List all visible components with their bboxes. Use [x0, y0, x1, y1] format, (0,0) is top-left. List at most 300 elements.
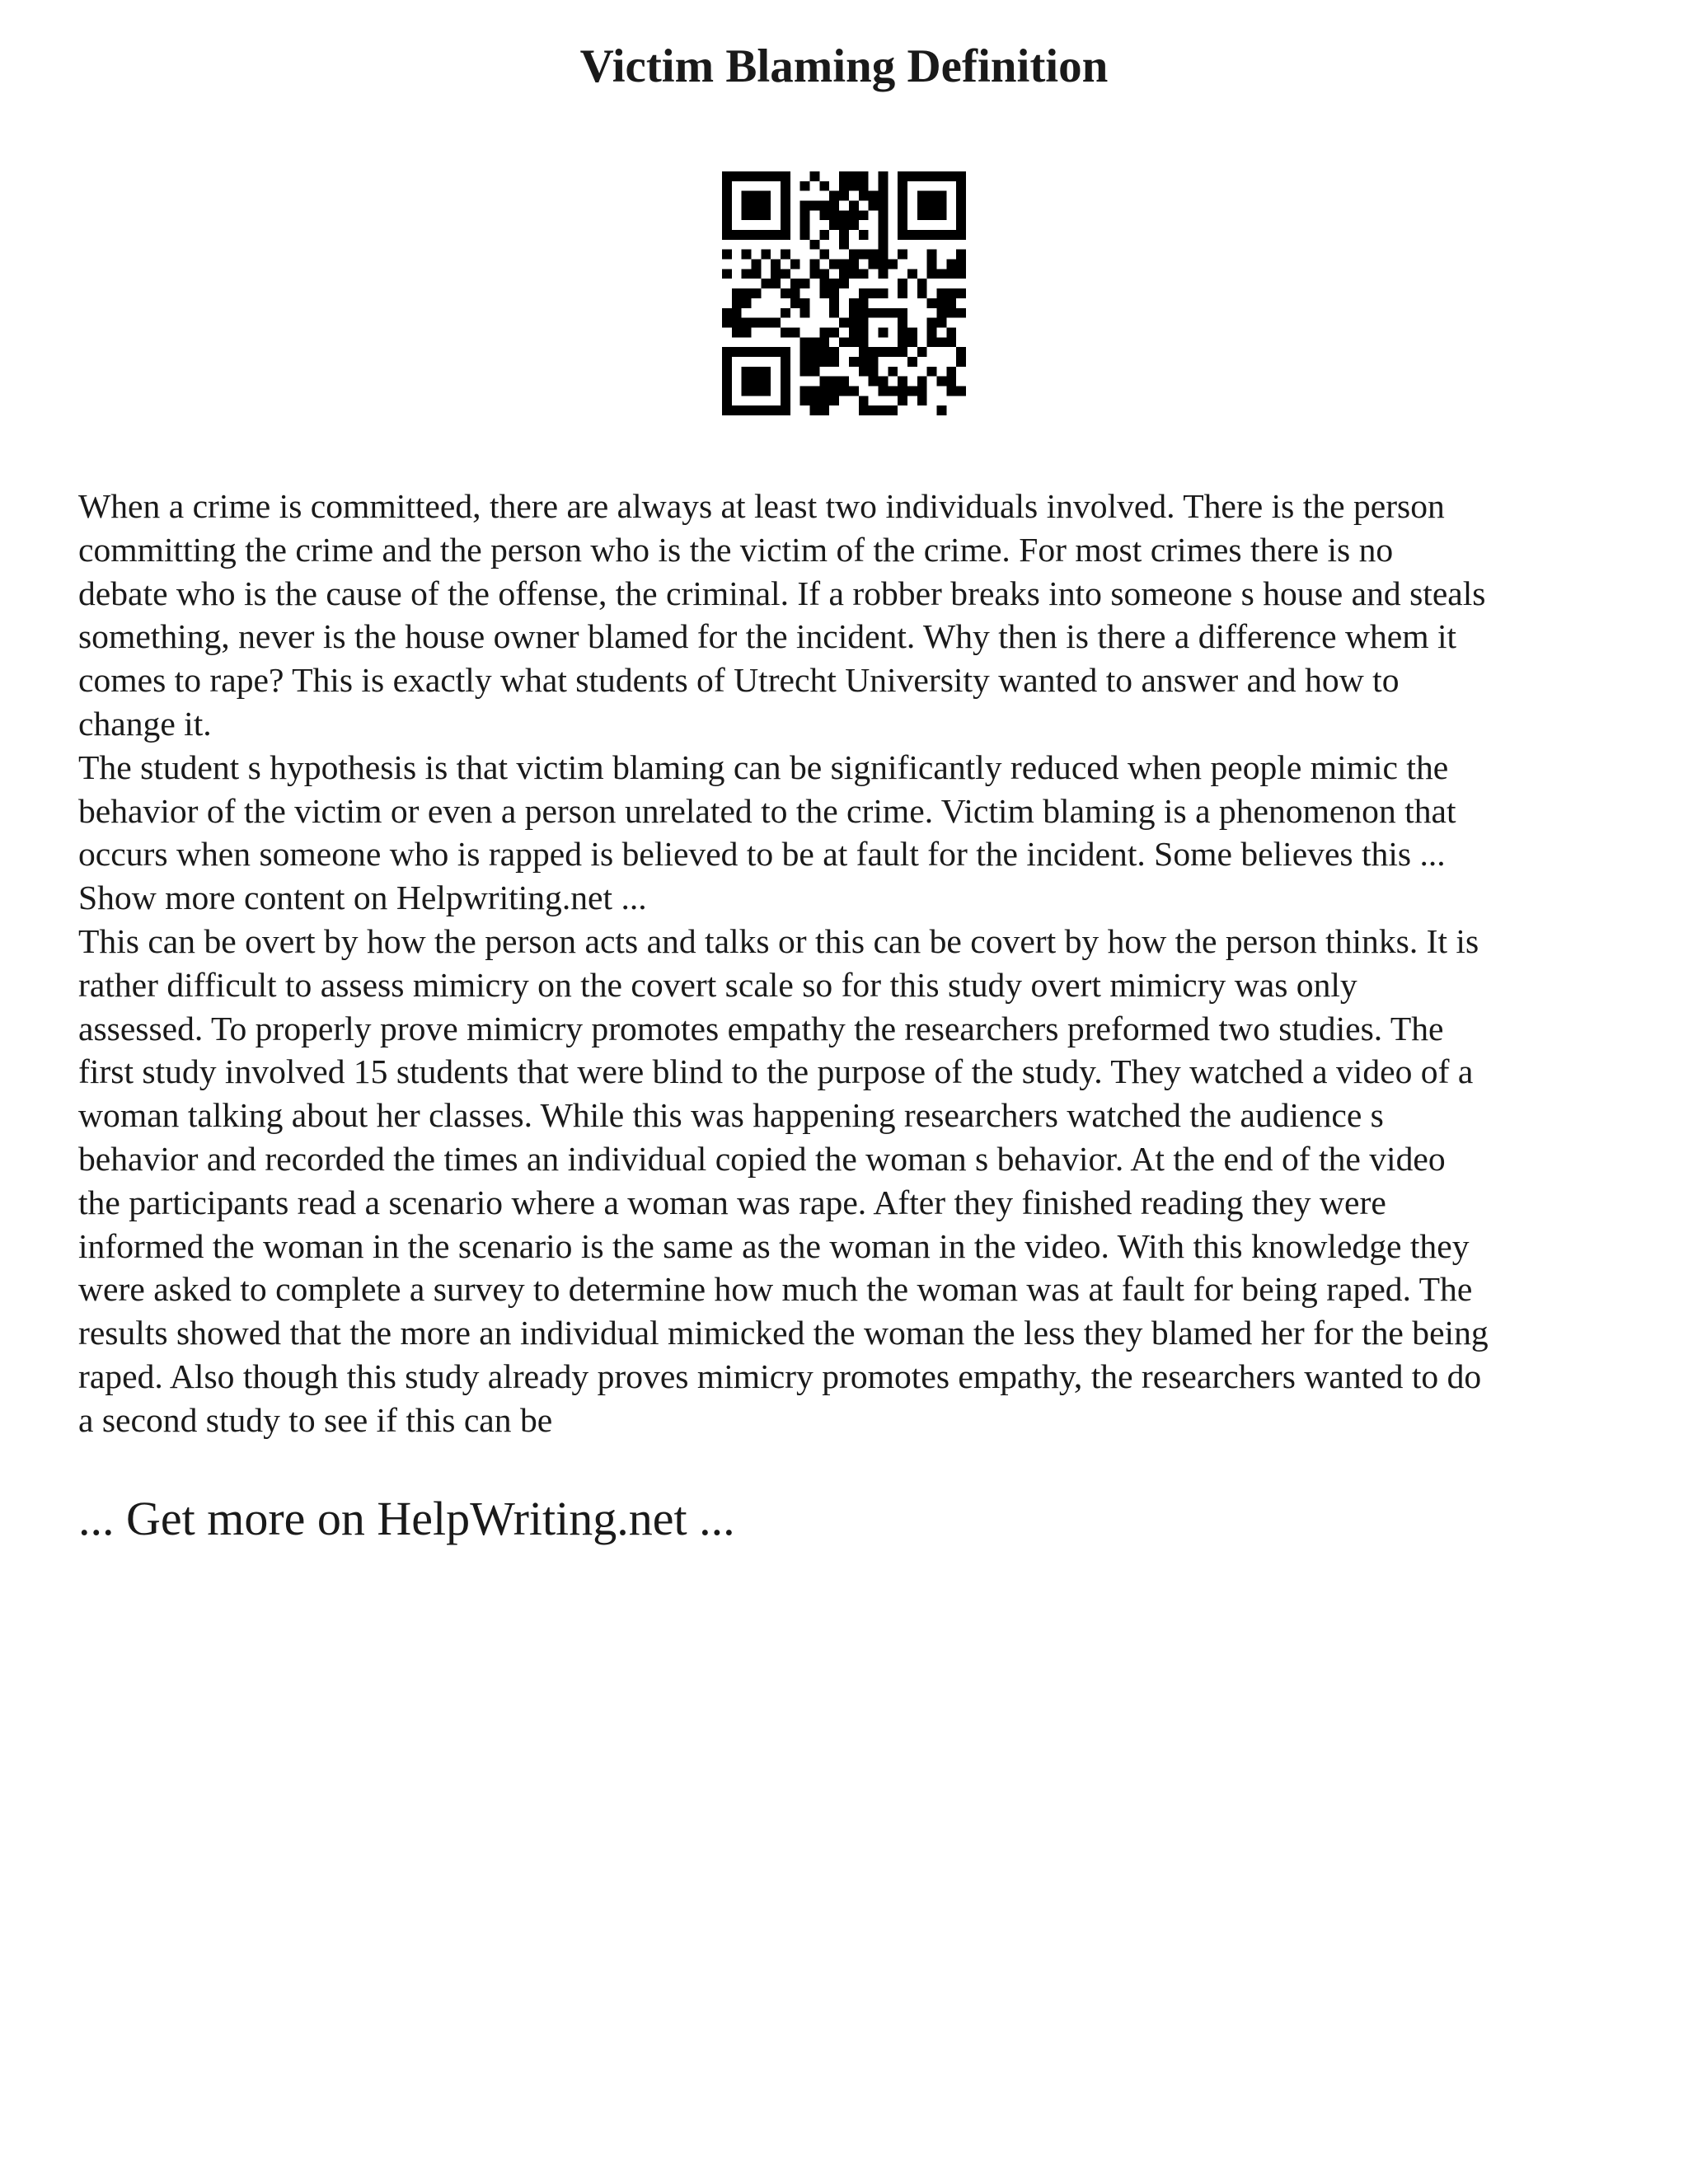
qr-module [859, 337, 869, 347]
qr-module [936, 318, 946, 328]
qr-module [829, 386, 839, 396]
qr-module [829, 191, 839, 201]
qr-module [946, 386, 956, 396]
qr-module [849, 337, 859, 347]
qr-module [819, 288, 829, 298]
qr-module [927, 250, 937, 260]
qr-module [878, 308, 888, 318]
qr-module [956, 171, 966, 181]
qr-module [927, 260, 937, 269]
qr-module [742, 327, 752, 337]
qr-module [800, 337, 810, 347]
qr-module [956, 220, 966, 230]
qr-module [761, 230, 771, 240]
qr-module [722, 357, 732, 367]
qr-module [878, 220, 888, 230]
qr-module [829, 308, 839, 318]
qr-module [849, 357, 859, 367]
qr-module [878, 191, 888, 201]
qr-module [829, 377, 839, 387]
qr-module [781, 377, 790, 387]
qr-module [819, 230, 829, 240]
qr-module [898, 318, 907, 328]
qr-module [761, 201, 771, 211]
qr-module [927, 298, 937, 308]
qr-module [888, 367, 898, 377]
article-body [78, 485, 1628, 1442]
qr-module [869, 191, 879, 201]
qr-module [742, 405, 752, 415]
qr-module [761, 367, 771, 377]
qr-module [819, 279, 829, 288]
qr-module [859, 269, 869, 279]
qr-module [839, 377, 849, 387]
qr-module [849, 171, 859, 181]
qr-module [810, 405, 820, 415]
show-more-link[interactable]: Show more content on Helpwriting.net ... [78, 879, 647, 917]
qr-module [722, 171, 732, 181]
page-title: Victim Blaming Definition [579, 40, 1109, 92]
qr-module [898, 181, 907, 191]
qr-module [800, 230, 810, 240]
qr-module [781, 327, 790, 337]
get-more-link[interactable]: ... Get more on HelpWriting.net ... [78, 1492, 735, 1545]
qr-module [907, 171, 917, 181]
qr-module [722, 210, 732, 220]
qr-module [810, 367, 820, 377]
qr-module [869, 288, 879, 298]
qr-module [849, 181, 859, 191]
qr-module [927, 201, 937, 211]
qr-module [907, 327, 917, 337]
qr-module [936, 201, 946, 211]
qr-module [722, 250, 732, 260]
qr-module [810, 357, 820, 367]
qr-module [839, 171, 849, 181]
qr-module [869, 357, 879, 367]
qr-module [956, 260, 966, 269]
qr-module [829, 260, 839, 269]
qr-module [722, 220, 732, 230]
qr-module [819, 357, 829, 367]
qr-module [810, 269, 820, 279]
qr-module [859, 250, 869, 260]
qr-module [732, 308, 742, 318]
qr-module [829, 201, 839, 211]
qr-module [849, 220, 859, 230]
qr-module [839, 230, 849, 240]
qr-module [859, 396, 869, 405]
qr-module [781, 230, 790, 240]
qr-module [898, 288, 907, 298]
qr-module [742, 377, 752, 387]
qr-module [839, 191, 849, 201]
qr-module [956, 201, 966, 211]
qr-module [752, 260, 762, 269]
qr-module [819, 405, 829, 415]
qr-module [878, 288, 888, 298]
qr-module [752, 201, 762, 211]
qr-module [771, 279, 781, 288]
qr-module [761, 347, 771, 357]
qr-module [752, 230, 762, 240]
qr-module [898, 250, 907, 260]
qr-module [936, 210, 946, 220]
qr-module [917, 279, 927, 288]
qr-module [790, 288, 800, 298]
qr-module [898, 347, 907, 357]
qr-module [898, 210, 907, 220]
qr-module [752, 171, 762, 181]
qr-module [761, 210, 771, 220]
paragraph-intro: When a crime is committeed, there are always at least two individuals involved. There is the person committing the crime and the person who is the victim of the crime. For most crimes there is no debate who is the cause of the offense, the criminal. If a robber breaks into someone s house and steals something, never is the house owner blamed for the incident. Why then is there a difference whem it comes to rape? This is exactly what students of Utrecht University wanted to answer and how to change it. [78, 487, 1486, 743]
qr-module [936, 191, 946, 201]
qr-module [956, 191, 966, 201]
qr-module [878, 230, 888, 240]
qr-module [888, 308, 898, 318]
qr-module [869, 377, 879, 387]
qr-module [839, 240, 849, 250]
qr-module [819, 210, 829, 220]
qr-module [800, 396, 810, 405]
qr-module [956, 308, 966, 318]
qr-module [839, 318, 849, 328]
qr-module [888, 386, 898, 396]
qr-module [819, 396, 829, 405]
qr-module [849, 269, 859, 279]
qr-module [917, 210, 927, 220]
qr-module [936, 337, 946, 347]
qr-module [849, 210, 859, 220]
qr-module [878, 377, 888, 387]
qr-module [819, 347, 829, 357]
qr-module [927, 337, 937, 347]
qr-module [732, 230, 742, 240]
qr-module [956, 347, 966, 357]
qr-module [761, 405, 771, 415]
qr-module [829, 327, 839, 337]
qr-module [742, 210, 752, 220]
qr-module [946, 260, 956, 269]
qr-module [800, 181, 810, 191]
qr-module [761, 386, 771, 396]
qr-module [917, 347, 927, 357]
qr-module [917, 377, 927, 387]
qr-module [761, 318, 771, 328]
qr-module [878, 240, 888, 250]
qr-module [917, 396, 927, 405]
qr-module [819, 250, 829, 260]
qr-module [781, 269, 790, 279]
qr-module [781, 250, 790, 260]
qr-module [927, 191, 937, 201]
qr-module [781, 396, 790, 405]
qr-module [742, 298, 752, 308]
qr-module [761, 171, 771, 181]
qr-module [946, 367, 956, 377]
qr-module [946, 308, 956, 318]
qr-module [917, 191, 927, 201]
qr-module [907, 269, 917, 279]
qr-module [946, 230, 956, 240]
qr-module [722, 191, 732, 201]
qr-module [771, 269, 781, 279]
qr-module [878, 269, 888, 279]
qr-module [917, 386, 927, 396]
qr-module [819, 327, 829, 337]
qr-module [898, 386, 907, 396]
qr-module [946, 171, 956, 181]
qr-module [761, 191, 771, 201]
qr-module [917, 171, 927, 181]
qr-module [869, 260, 879, 269]
qr-module [859, 347, 869, 357]
qr-module [742, 201, 752, 211]
qr-module [898, 377, 907, 387]
qr-module [800, 220, 810, 230]
qr-module [722, 318, 732, 328]
qr-module [742, 250, 752, 260]
qr-module [917, 230, 927, 240]
qr-module [936, 230, 946, 240]
qr-module [936, 298, 946, 308]
qr-module [829, 279, 839, 288]
qr-module [946, 288, 956, 298]
qr-module [898, 308, 907, 318]
qr-module [732, 171, 742, 181]
qr-module [956, 250, 966, 260]
qr-module [771, 318, 781, 328]
qr-module [859, 288, 869, 298]
qr-module [810, 201, 820, 211]
qr-module [732, 405, 742, 415]
qr-module [752, 386, 762, 396]
qr-module [819, 201, 829, 211]
qr-module [898, 327, 907, 337]
qr-module [722, 377, 732, 387]
qr-module [781, 171, 790, 181]
qr-module [839, 279, 849, 288]
qr-module [946, 298, 956, 308]
qr-module [956, 230, 966, 240]
qr-module [742, 191, 752, 201]
qr-module [722, 269, 732, 279]
qr-module [742, 386, 752, 396]
qr-module [732, 298, 742, 308]
qr-module [761, 279, 771, 288]
qr-module [917, 201, 927, 211]
qr-module [819, 386, 829, 396]
qr-module [722, 201, 732, 211]
qr-module [732, 347, 742, 357]
qr-module [752, 405, 762, 415]
qr-module [956, 181, 966, 191]
qr-module [742, 171, 752, 181]
qr-module [859, 210, 869, 220]
qr-module [849, 260, 859, 269]
qr-module [800, 357, 810, 367]
qr-module [781, 220, 790, 230]
qr-module [927, 327, 937, 337]
qr-module [742, 347, 752, 357]
qr-module [839, 337, 849, 347]
qr-module [790, 279, 800, 288]
qr-module [956, 269, 966, 279]
qr-module [781, 386, 790, 396]
qr-module [878, 171, 888, 181]
qr-module [839, 386, 849, 396]
qr-module [898, 396, 907, 405]
qr-module [781, 357, 790, 367]
qr-module [771, 230, 781, 240]
qr-module [878, 405, 888, 415]
qr-module [878, 386, 888, 396]
qr-module [859, 367, 869, 377]
qr-module [800, 279, 810, 288]
qr-module [722, 396, 732, 405]
qr-module [800, 298, 810, 308]
qr-module [819, 269, 829, 279]
qr-module [781, 308, 790, 318]
qr-module [898, 279, 907, 288]
qr-module [859, 327, 869, 337]
qr-module [946, 337, 956, 347]
qr-module [752, 377, 762, 387]
qr-module [927, 318, 937, 328]
qr-module [732, 288, 742, 298]
qr-module [810, 396, 820, 405]
qr-module [946, 269, 956, 279]
qr-module [781, 288, 790, 298]
qr-module [956, 210, 966, 220]
qr-module [839, 181, 849, 191]
qr-module [722, 386, 732, 396]
qr-module [898, 220, 907, 230]
qr-module [927, 367, 937, 377]
qr-module [849, 308, 859, 318]
qr-module [839, 269, 849, 279]
qr-module [849, 386, 859, 396]
qr-module [956, 386, 966, 396]
qr-module [936, 405, 946, 415]
qr-module [907, 357, 917, 367]
qr-module [859, 230, 869, 240]
qr-module [878, 327, 888, 337]
qr-module [829, 210, 839, 220]
qr-module [936, 288, 946, 298]
qr-module [819, 377, 829, 387]
qr-module [781, 191, 790, 201]
qr-module [771, 171, 781, 181]
qr-module [878, 347, 888, 357]
qr-module [917, 288, 927, 298]
qr-module [927, 230, 937, 240]
qr-module [800, 308, 810, 318]
qr-module [800, 347, 810, 357]
qr-module [888, 260, 898, 269]
qr-module [829, 347, 839, 357]
qr-module [849, 298, 859, 308]
qr-module [888, 405, 898, 415]
qr-module [849, 318, 859, 328]
qr-module [752, 191, 762, 201]
qr-module [810, 337, 820, 347]
qr-module [936, 171, 946, 181]
qr-module [761, 377, 771, 387]
paragraph-hypothesis: The student s hypothesis is that victim blaming can be significantly reduced when people mimic the behavior of the victim or even a person unrelated to the crime. Victim blaming is a phenomenon that occurs when someone who is rapped is believed to be at fault for the incident. Some believes this ... [78, 748, 1456, 874]
qr-module [869, 201, 879, 211]
qr-module [722, 181, 732, 191]
qr-module [869, 405, 879, 415]
qr-module [936, 377, 946, 387]
qr-module [771, 347, 781, 357]
qr-module [936, 308, 946, 318]
qr-module [927, 171, 937, 181]
qr-module [790, 260, 800, 269]
qr-module [742, 367, 752, 377]
qr-module [790, 298, 800, 308]
qr-module [859, 357, 869, 367]
qr-module [732, 318, 742, 328]
qr-module [819, 337, 829, 347]
qr-module [722, 405, 732, 415]
qr-module [859, 298, 869, 308]
qr-module [859, 171, 869, 181]
qr-module [839, 210, 849, 220]
qr-module [752, 367, 762, 377]
qr-module [907, 337, 917, 347]
qr-module [781, 210, 790, 220]
qr-module [819, 181, 829, 191]
qr-module [829, 396, 839, 405]
qr-module [732, 327, 742, 337]
qr-module [839, 260, 849, 269]
qr-module [752, 318, 762, 328]
qr-module [761, 250, 771, 260]
qr-module [878, 210, 888, 220]
qr-module [859, 181, 869, 191]
qr-module [800, 367, 810, 377]
qr-module [869, 308, 879, 318]
qr-module [829, 220, 839, 230]
qr-module [771, 405, 781, 415]
qr-module [869, 250, 879, 260]
qr-module [849, 327, 859, 337]
qr-module [790, 327, 800, 337]
qr-module [956, 357, 966, 367]
qr-module [936, 269, 946, 279]
qr-module [859, 405, 869, 415]
qr-module [878, 250, 888, 260]
qr-module [800, 386, 810, 396]
qr-module [810, 240, 820, 250]
qr-module [771, 260, 781, 269]
qr-module [742, 230, 752, 240]
qr-module [927, 269, 937, 279]
qr-module [752, 269, 762, 279]
qr-module [742, 318, 752, 328]
qr-module [781, 405, 790, 415]
qr-module [907, 230, 917, 240]
qr-module [829, 357, 839, 367]
qr-module [907, 386, 917, 396]
qr-module [946, 377, 956, 387]
qr-module [810, 347, 820, 357]
qr-module [869, 367, 879, 377]
qr-module [898, 337, 907, 347]
qr-module [898, 191, 907, 201]
qr-module [956, 288, 966, 298]
